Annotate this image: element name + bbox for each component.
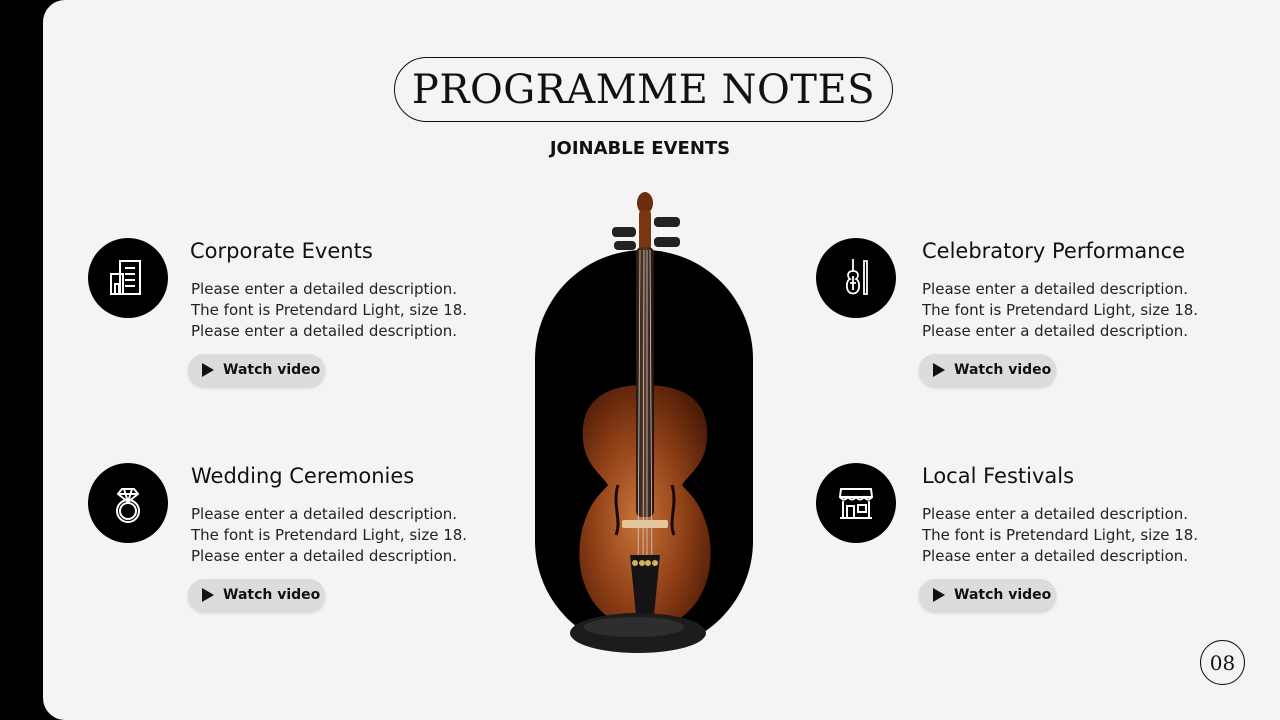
building-icon bbox=[88, 238, 168, 318]
event-title-wedding: Wedding Ceremonies bbox=[191, 464, 415, 488]
event-desc-celebratory: Please enter a detailed description. The font is Pretendard Light, size 18. Please enter a detailed description. bbox=[922, 280, 1199, 340]
watch-video-button-wedding[interactable]: Watch video bbox=[188, 579, 325, 611]
storefront-icon bbox=[816, 463, 896, 543]
watch-video-button-corporate[interactable]: Watch video bbox=[188, 354, 325, 386]
event-desc-festivals: Please enter a detailed description. The font is Pretendard Light, size 18. Please enter a detailed description. bbox=[922, 505, 1199, 565]
event-desc-corporate: Please enter a detailed description. The font is Pretendard Light, size 18. Please enter a detailed description. bbox=[191, 280, 468, 340]
play-icon bbox=[933, 588, 945, 602]
violin-image bbox=[530, 185, 760, 660]
event-title-festivals: Local Festivals bbox=[922, 464, 1075, 488]
event-desc-wedding: Please enter a detailed description. The font is Pretendard Light, size 18. Please enter a detailed description. bbox=[191, 505, 468, 565]
page-number: 08 bbox=[1200, 640, 1245, 685]
page-subtitle: JOINABLE EVENTS bbox=[549, 138, 731, 159]
ring-icon bbox=[88, 463, 168, 543]
event-title-celebratory: Celebratory Performance bbox=[922, 239, 1186, 263]
play-icon bbox=[933, 363, 945, 377]
violin-icon bbox=[816, 238, 896, 318]
page-title: PROGRAMME NOTES bbox=[394, 57, 893, 122]
play-icon bbox=[202, 588, 214, 602]
play-icon bbox=[202, 363, 214, 377]
watch-video-button-celebratory[interactable]: Watch video bbox=[919, 354, 1056, 386]
event-title-corporate: Corporate Events bbox=[190, 239, 373, 263]
watch-video-button-festivals[interactable]: Watch video bbox=[919, 579, 1056, 611]
